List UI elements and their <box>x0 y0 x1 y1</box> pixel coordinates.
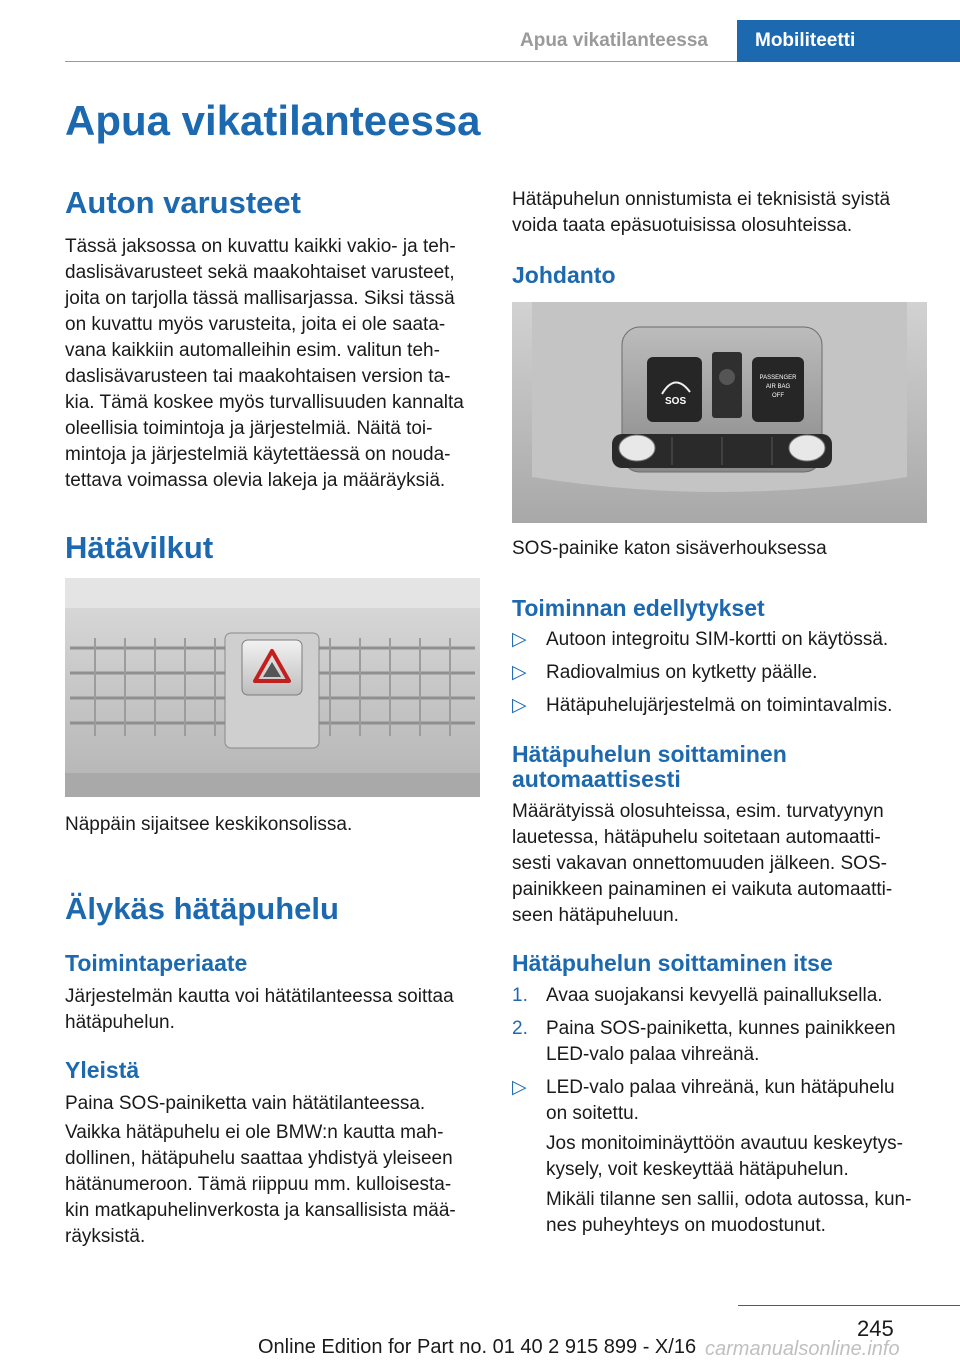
watermark: carmanualsonline.info <box>705 1338 900 1360</box>
edition-text: Online Edition for Part no. 01 40 2 915 899 - X/16 <box>258 1336 697 1358</box>
heading-introduction: Johdanto <box>512 262 616 288</box>
caption-hazard: Näppäin sijaitsee keskikonsolissa. <box>65 814 353 835</box>
paragraph-general-1: Paina SOS-painiketta vain hätätilanteessa. <box>65 1093 426 1114</box>
paragraph-interrupt: Jos monitoiminäyttöön avautuu keskeytys- kysely, voit keskeyttää hätäpuhelun. <box>546 1133 903 1180</box>
header-tab <box>737 20 960 62</box>
paragraph-equipment: Tässä jaksossa on kuvattu kaikki vakio- ja teh- daslisävarusteet sekä maakohtaiset varusteet, joita on tarjolla tässä mallisarjassa. Siksi tässä on kuvattu myös varusteita, joita ei ole saata- vana kaikkiin automalleihin esim. valitun teh- daslisävarusteen tai maakohtaisen version ta- kia. Tämä koskee myös turvallisuuden kannalta oleellisia toimintoja ja järjestelmiä. Näitä toi- mintoja ja järjestelmiä käytettäessä on nouda- tettava voimassa olevia lakeja ja määräyksiä. <box>65 236 464 491</box>
bullet-marker: ▷ <box>512 695 527 716</box>
heading-principle: Toimintaperiaate <box>65 950 248 976</box>
bullet-marker: ▷ <box>512 629 527 650</box>
caption-sos: SOS-painike katon sisäverhouksessa <box>512 538 827 559</box>
sos-photo <box>512 302 927 523</box>
heading-equipment: Auton varusteet <box>65 185 301 220</box>
paragraph-intro: Hätäpuhelun onnistumista ei teknisistä syistä voida taata epäsuotuisissa olosuhteissa. <box>512 189 891 236</box>
heading-general: Yleistä <box>65 1057 140 1083</box>
list-item <box>512 1075 942 1127</box>
footer-rule <box>738 1305 960 1306</box>
chapter-title: Apua vikatilanteessa <box>65 97 481 144</box>
sos-button <box>647 357 702 422</box>
list-item <box>512 983 942 1009</box>
step-marker: 2. <box>512 1018 528 1039</box>
list-item-text: Autoon integroitu SIM-kortti on käytössä. <box>546 629 889 650</box>
paragraph-auto-call: Määrätyissä olosuhteissa, esim. turvatyynyn lauetessa, hätäpuhelu soitetaan automaatti- sesti vakavan onnettomuuden jälkeen. SOS- painikkeen painaminen ei vaikuta automaatti- seen hätäpuheluun. <box>512 801 893 926</box>
list-item-text: Radiovalmius on kytketty päälle. <box>546 662 818 683</box>
page-number: 245 <box>857 1316 894 1341</box>
list-item <box>512 627 942 653</box>
passenger-label-3: OFF <box>772 393 784 399</box>
header-section: Apua vikatilanteessa <box>520 30 708 51</box>
passenger-label-2: AIR BAG <box>765 384 791 390</box>
sos-label: SOS <box>665 396 687 407</box>
heading-manual-call: Hätäpuhelun soittaminen itse <box>512 950 833 976</box>
paragraph-wait: Mikäli tilanne sen sallii, odota autossa, kun- nes puheyhteys on muodostunut. <box>546 1189 912 1236</box>
list-item-text: Avaa suojakansi kevyellä painalluksella. <box>546 985 883 1006</box>
heading-prerequisites: Toiminnan edellytykset <box>512 595 765 621</box>
list-item-text: LED-valo palaa vihreänä, kun hätäpuhelu on soitettu. <box>546 1077 895 1124</box>
heading-auto-call: Hätäpuhelun soittaminen automaattisesti <box>512 741 787 792</box>
hazard-photo <box>65 578 480 797</box>
header-tab-label: Mobiliteetti <box>755 30 856 51</box>
manual-call-steps <box>512 983 942 1134</box>
list-item <box>512 1016 942 1068</box>
list-item <box>512 693 942 719</box>
passenger-label-1: PASSENGER <box>759 375 797 381</box>
hazard-figure <box>65 578 480 797</box>
heading-hazard: Hätävilkut <box>65 530 214 565</box>
paragraph-principle: Järjestelmän kautta voi hätätilanteessa soittaa hätäpuhelun. <box>65 986 454 1033</box>
prerequisites-list <box>512 627 942 726</box>
step-marker: 1. <box>512 985 528 1006</box>
bullet-marker: ▷ <box>512 662 527 683</box>
sos-figure <box>512 302 927 523</box>
list-item-text: Hätäpuhelujärjestelmä on toimintavalmis. <box>546 695 893 716</box>
paragraph-general-2: Vaikka hätäpuhelu ei ole BMW:n kautta mah- dollinen, hätäpuhelu saattaa yhdistyä yleiseen hätänumeroon. Tämä riippuu mm. kulloisesta- kin matkapuhelinverkosta ja kansallisista mää- räyksistä. <box>65 1122 456 1247</box>
heading-smart-call: Älykäs hätäpuhelu <box>65 891 339 926</box>
bullet-marker: ▷ <box>512 1077 527 1098</box>
list-item-text: Paina SOS-painiketta, kunnes painikkeen LED-valo palaa vihreänä. <box>546 1018 896 1065</box>
list-item <box>512 660 942 686</box>
